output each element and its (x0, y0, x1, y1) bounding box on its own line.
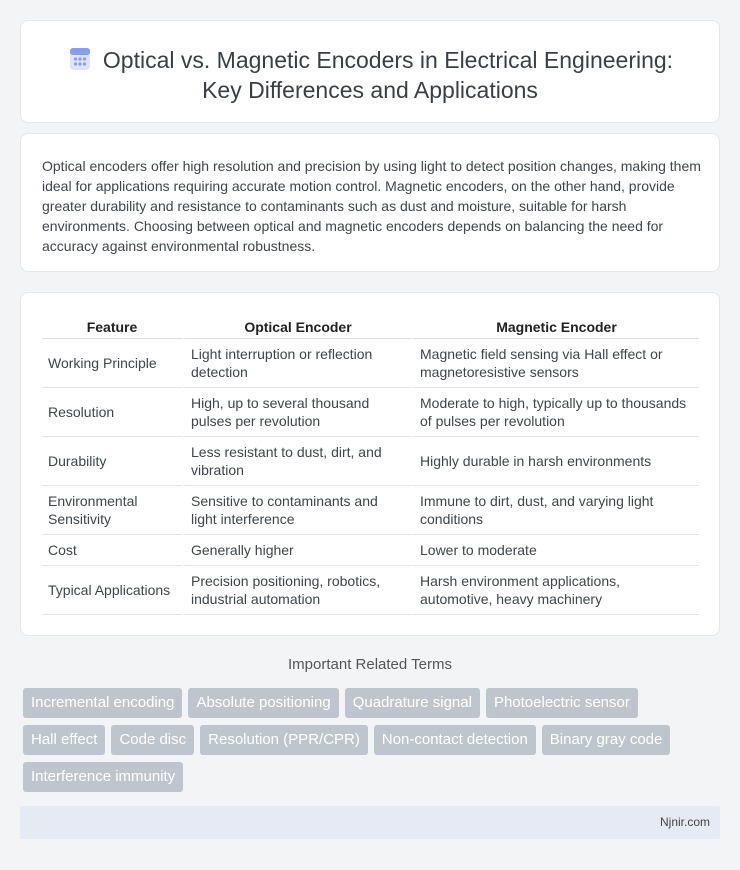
term-tag[interactable]: Photoelectric sensor (486, 688, 638, 718)
comparison-table (42, 315, 699, 615)
table-row (42, 339, 699, 388)
intro-card (20, 133, 720, 272)
footer (20, 806, 720, 839)
table-header-row (42, 315, 699, 339)
row-magnetic: Immune to dirt, dust, and varying light conditions (411, 486, 699, 535)
row-optical: Less resistant to dust, dirt, and vibration (182, 437, 411, 486)
title-line-2: Key Differences and Applications (202, 77, 538, 103)
header-feature: Feature (42, 315, 182, 339)
table-row (42, 486, 699, 535)
row-feature: Resolution (42, 388, 182, 437)
term-tag[interactable]: Non-contact detection (374, 725, 536, 755)
row-magnetic: Highly durable in harsh environments (411, 437, 699, 486)
page-title (21, 45, 719, 105)
title-line-1: Optical vs. Magnetic Encoders in Electrical Engineering: (102, 47, 674, 73)
related-terms-heading: Important Related Terms (288, 656, 452, 673)
row-feature: Cost (42, 535, 182, 566)
row-magnetic: Magnetic field sensing via Hall effect or magnetoresistive sensors (411, 339, 699, 388)
intro-paragraph: Optical encoders offer high resolution and precision by using light to detect position changes, making them ideal for applications requiring accurate motion control. Magnetic encoders, on the other hand, provide greater durability and resistance to contaminants such as dust and moisture, suitable for harsh environments. Choosing between optical and magnetic encoders depends on balancing the need for accuracy against environmental robustness. (42, 158, 701, 254)
row-feature: Typical Applications (42, 566, 182, 615)
term-tag[interactable]: Incremental encoding (23, 688, 182, 718)
calculator-icon (67, 46, 93, 72)
term-tag[interactable]: Resolution (PPR/CPR) (200, 725, 368, 755)
term-tag[interactable]: Code disc (111, 725, 194, 755)
row-magnetic: Moderate to high, typically up to thousands of pulses per revolution (411, 388, 699, 437)
term-tag[interactable]: Hall effect (23, 725, 105, 755)
term-tag[interactable]: Quadrature signal (345, 688, 480, 718)
footer-site-name[interactable]: Njnir.com (659, 815, 710, 829)
header-magnetic: Magnetic Encoder (411, 315, 699, 339)
row-optical: Precision positioning, robotics, industrial automation (182, 566, 411, 615)
table-row (42, 566, 699, 615)
row-magnetic: Lower to moderate (411, 535, 699, 566)
table-row (42, 388, 699, 437)
row-feature: Environmental Sensitivity (42, 486, 182, 535)
row-optical: Light interruption or reflection detection (182, 339, 411, 388)
row-magnetic: Harsh environment applications, automotive, heavy machinery (411, 566, 699, 615)
comparison-card (20, 292, 720, 636)
term-tag[interactable]: Interference immunity (23, 762, 183, 792)
related-terms-list (23, 688, 718, 792)
header-optical: Optical Encoder (182, 315, 411, 339)
term-tag[interactable]: Binary gray code (542, 725, 671, 755)
row-feature: Working Principle (42, 339, 182, 388)
row-feature: Durability (42, 437, 182, 486)
row-optical: High, up to several thousand pulses per revolution (182, 388, 411, 437)
term-tag[interactable]: Absolute positioning (188, 688, 338, 718)
title-card (20, 20, 720, 123)
table-row (42, 535, 699, 566)
table-row (42, 437, 699, 486)
row-optical: Generally higher (182, 535, 411, 566)
row-optical: Sensitive to contaminants and light interference (182, 486, 411, 535)
